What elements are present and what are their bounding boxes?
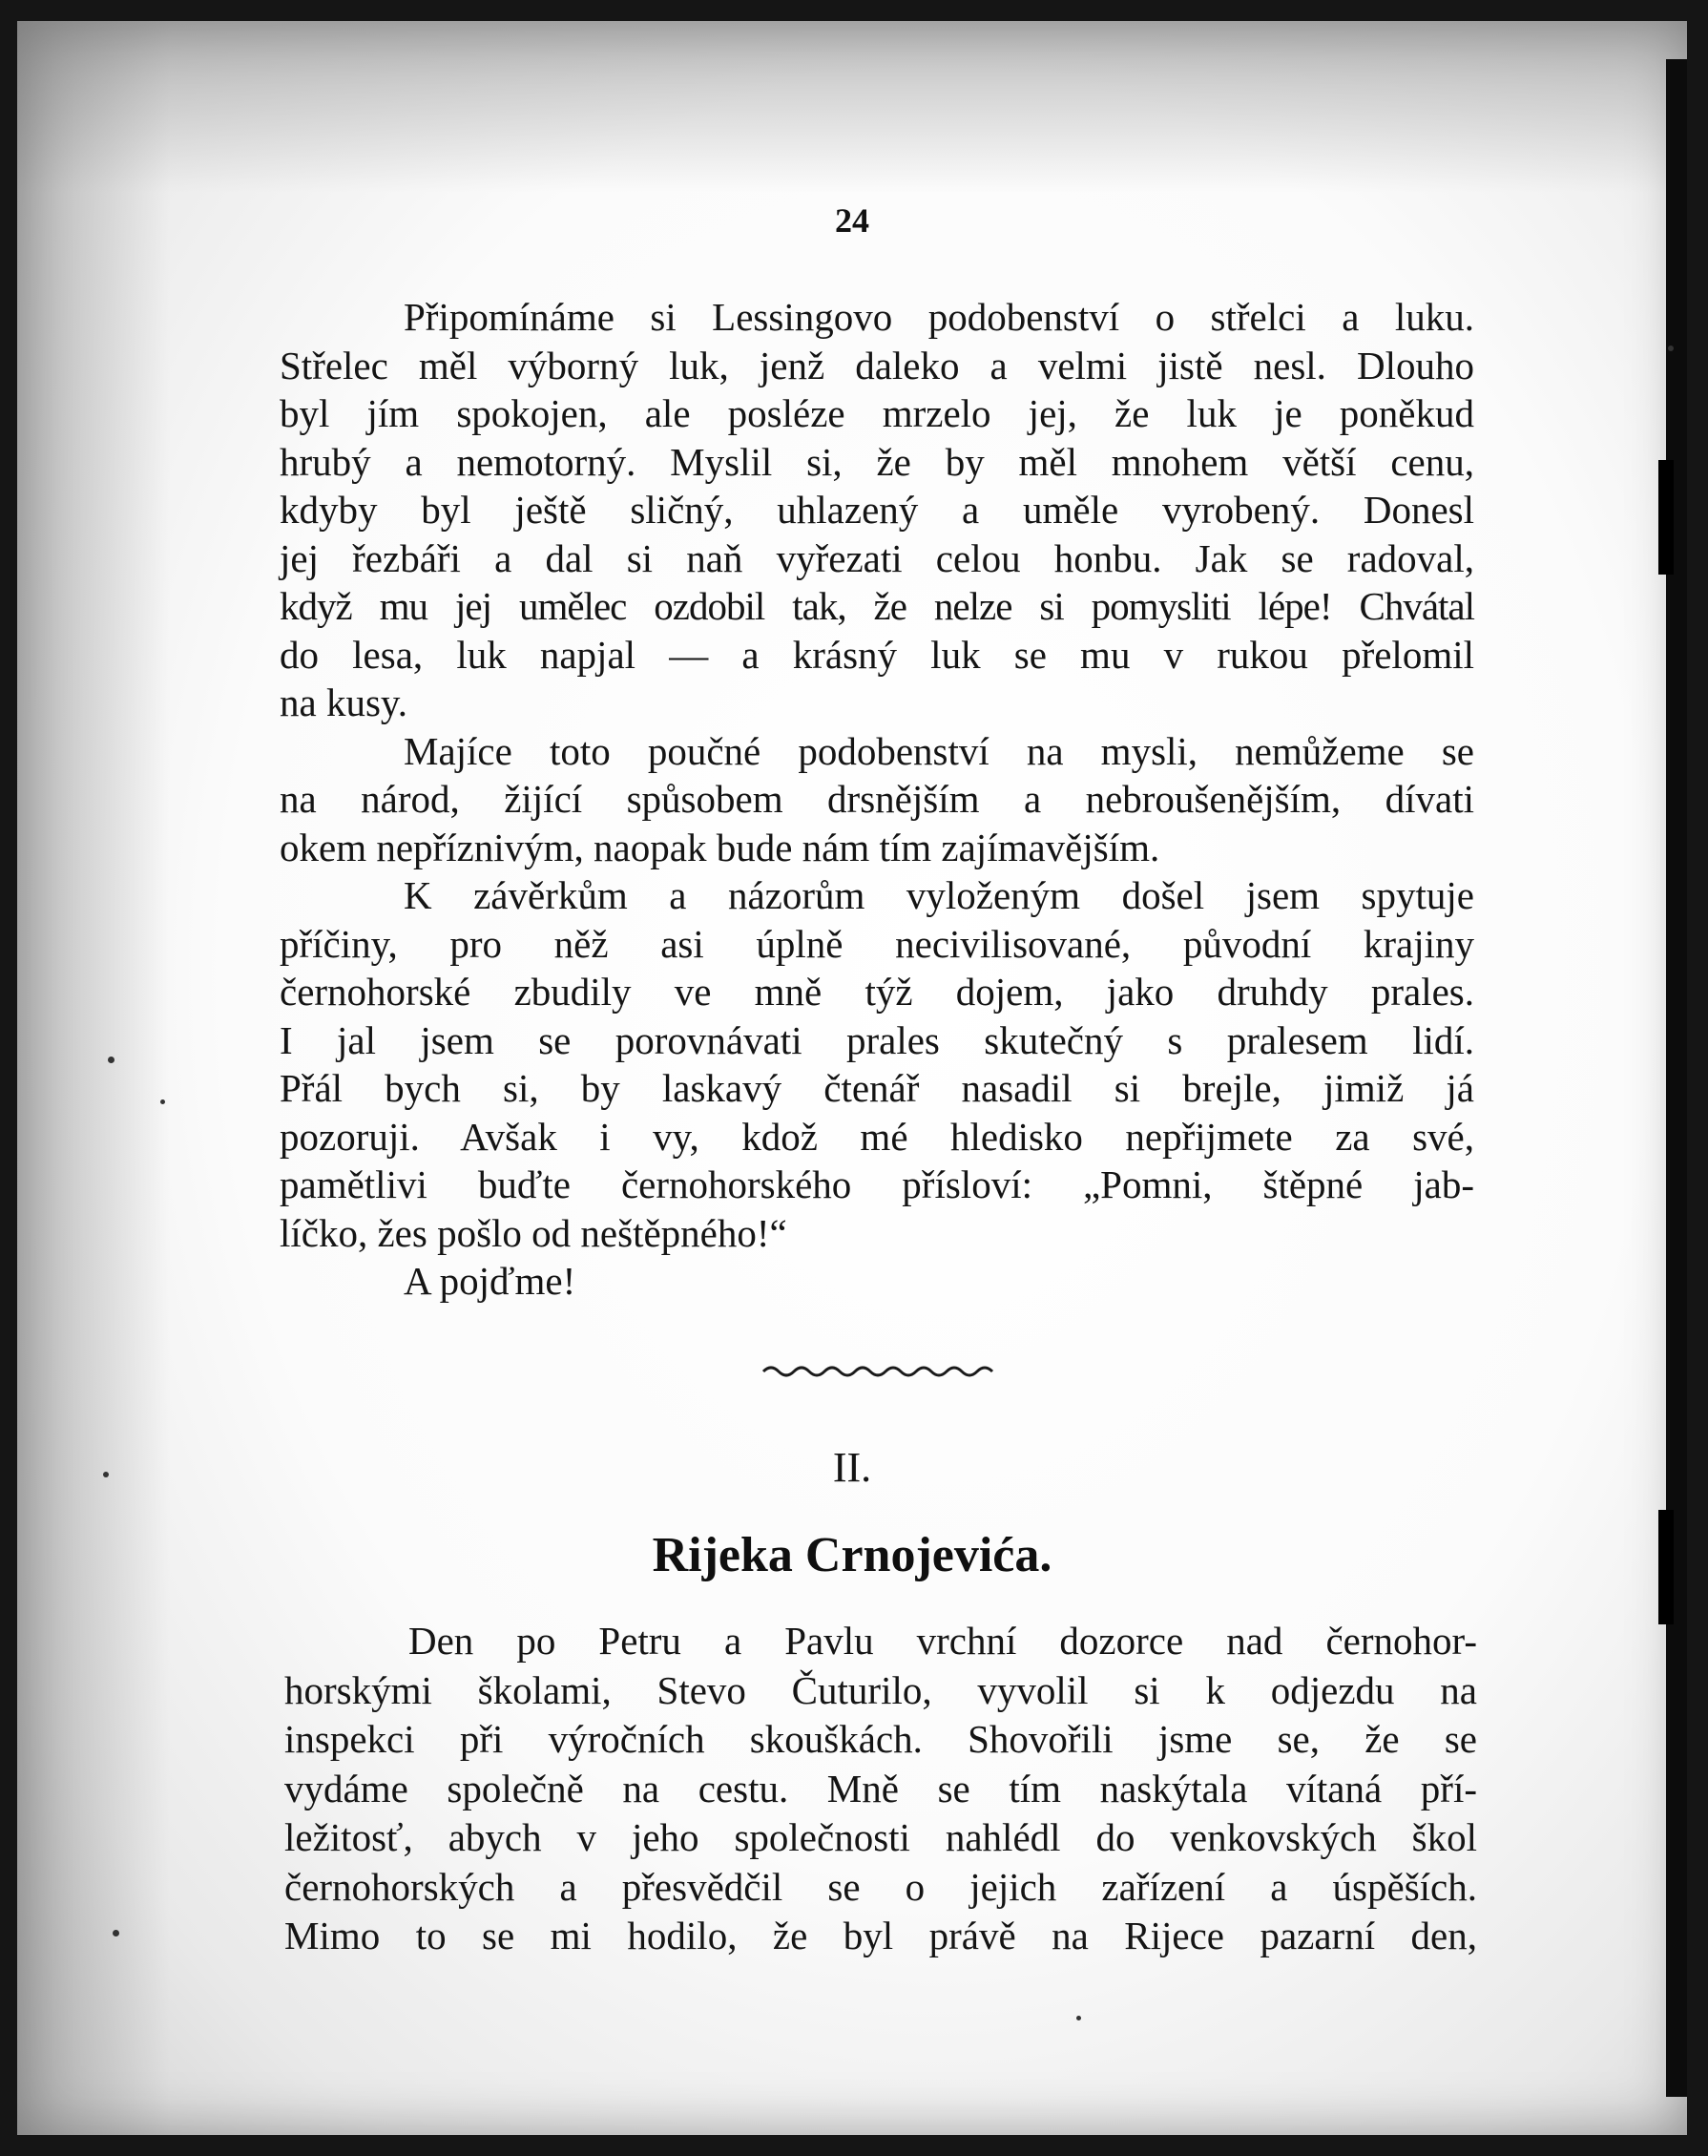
text-line: Den po Petru a Pavlu vrchní dozorce nad černohor- xyxy=(408,1619,1477,1663)
page-edge-shadow xyxy=(1666,59,1687,2097)
text-line: Mimo to se mi hodilo, že byl právě na Rijece pazarní den, xyxy=(284,1914,1477,1957)
text-line: kdyby byl ještě sličný, uhlazený a uměle vyrobený. Donesl xyxy=(280,488,1474,532)
text-line: inspekci při výročních skouškách. Shovořili jsme se, že se xyxy=(284,1717,1477,1761)
text-line: na kusy. xyxy=(280,680,407,724)
text-line: ležitosť, abych v jeho společnosti nahlédl do venkovských škol xyxy=(284,1815,1477,1859)
text-line: Připomínáme si Lessingovo podobenství o střelci a luku. xyxy=(404,295,1474,339)
wavy-divider xyxy=(761,1360,1000,1383)
text-line: vydáme společně na cestu. Mně se tím naskýtala vítaná pří- xyxy=(284,1766,1477,1811)
paper-speck xyxy=(108,1057,115,1063)
paper-speck xyxy=(1076,2016,1081,2020)
text-line: jej řezbáři a dal si naň vyřezati celou honbu. Jak se radoval, xyxy=(280,535,1474,580)
text-line: když mu jej umělec ozdobil tak, že nelze si pomysliti lépe! Chvátal xyxy=(280,584,1474,628)
text-line: byl jím spokojen, ale posléze mrzelo jej, že luk je poněkud xyxy=(280,391,1474,435)
page-number: 24 xyxy=(835,201,869,240)
text-line: A pojďme! xyxy=(404,1259,576,1303)
body-text xyxy=(280,293,1474,1306)
text-line: černohorské zbudily ve mně týž dojem, jako druhdy prales. xyxy=(280,970,1474,1014)
text-line: K závěrkům a názorům vyloženým došel jsem spytuje xyxy=(404,873,1474,917)
paper-speck xyxy=(113,1930,119,1936)
book-page xyxy=(17,21,1687,2135)
chapter-title: Rijeka Crnojevića. xyxy=(652,1528,1052,1582)
edge-mark xyxy=(1658,460,1674,575)
paper-speck xyxy=(160,1099,165,1104)
text-line: I jal jsem se porovnávati prales skutečný s pralesem lidí. xyxy=(280,1017,1474,1062)
text-line: příčiny, pro něž asi úplně necivilisované, původní krajiny xyxy=(280,921,1474,966)
text-line: na národ, žijící spůsobem drsnějším a nebroušenějším, dívati xyxy=(280,777,1474,821)
text-line: pozoruji. Avšak i vy, kdož mé hledisko nepřijmete za své, xyxy=(280,1114,1474,1159)
text-line: hrubý a nemotorný. Myslil si, že by měl mnohem větší cenu, xyxy=(280,439,1474,484)
text-line: okem nepříznivým, naopak bude nám tím zajímavějším. xyxy=(280,825,1160,869)
text-line: pamětlivi buďte černohorského přísloví: „Pomni, štěpné jab- xyxy=(280,1162,1474,1206)
text-line: líčko, žes pošlo od neštěpného!“ xyxy=(280,1210,787,1255)
text-line: horskými školami, Stevo Čuturilo, vyvolil si k odjezdu na xyxy=(284,1667,1477,1712)
paper-speck xyxy=(1668,345,1674,351)
text-line: černohorských a přesvědčil se o jejich zařízení a úspěších. xyxy=(284,1864,1477,1909)
text-line: Střelec měl výborný luk, jenž daleko a velmi jistě nesl. Dlouho xyxy=(280,343,1474,387)
text-line: do lesa, luk napjal — a krásný luk se mu v rukou přelomil xyxy=(280,632,1474,677)
text-line: Přál bych si, by laskavý čtenář nasadil si brejle, jimiž já xyxy=(280,1066,1474,1110)
chapter-body-text xyxy=(284,1617,1477,1961)
text-line: Majíce toto poučné podobenství na mysli, nemůžeme se xyxy=(404,728,1474,773)
chapter-number: II. xyxy=(832,1444,872,1491)
